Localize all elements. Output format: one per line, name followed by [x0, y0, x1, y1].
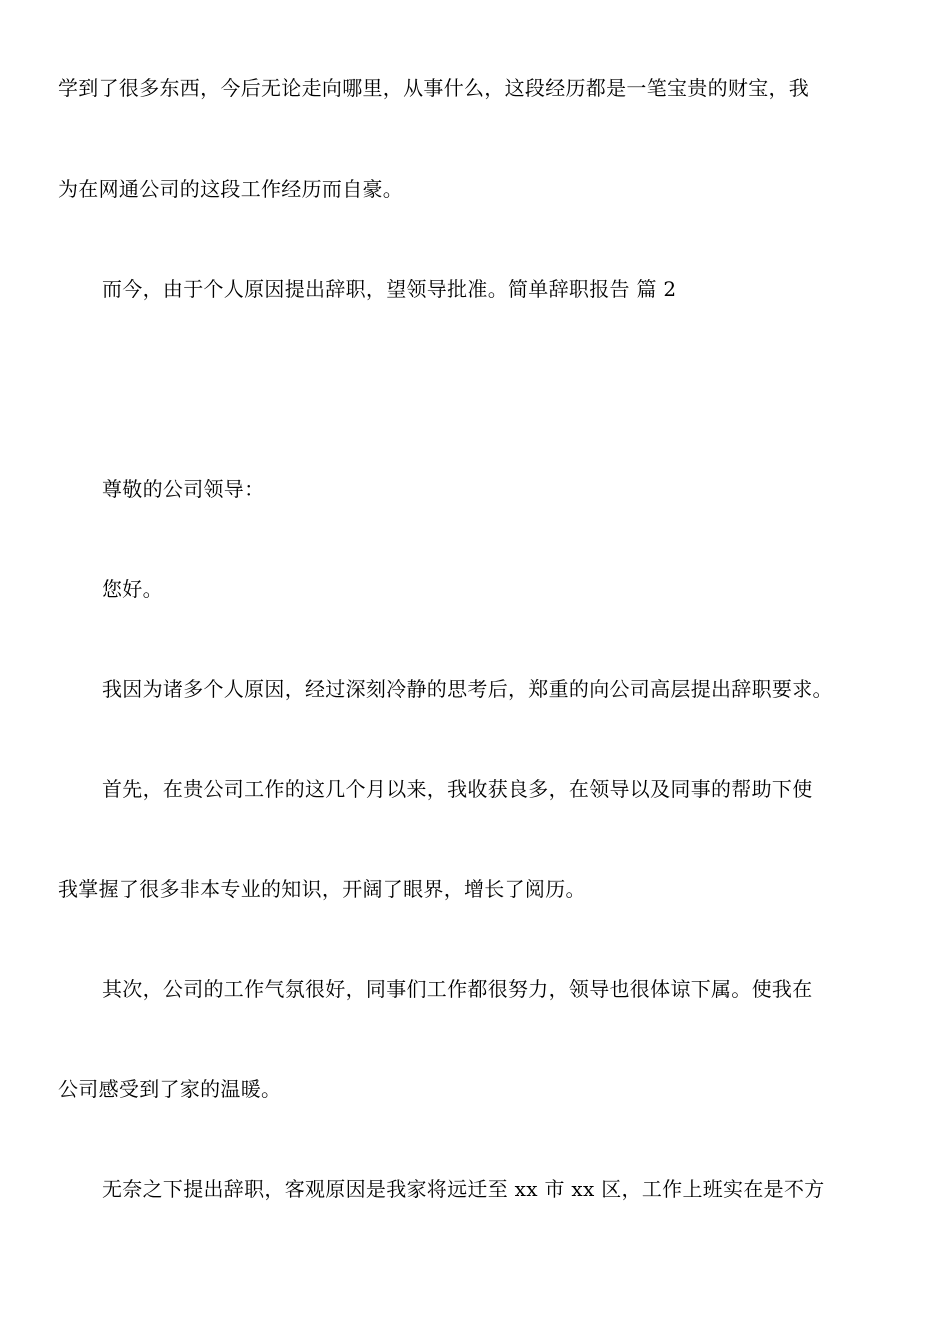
greeting: 您好。 — [102, 577, 163, 601]
paragraph-second-line-1: 其次，公司的工作气氛很好，同事们工作都很努力，领导也很体谅下属。使我在 — [102, 977, 813, 1001]
paragraph-first-line-1: 首先，在贵公司工作的这几个月以来，我收获良多，在领导以及同事的帮助下使 — [102, 777, 813, 801]
salutation: 尊敬的公司领导： — [102, 477, 265, 501]
paragraph-first-line-2: 我掌握了很多非本专业的知识，开阔了眼界，增长了阅历。 — [58, 877, 586, 901]
paragraph-reason-intro: 我因为诸多个人原因，经过深刻冷静的思考后，郑重的向公司高层提出辞职要求。 — [102, 677, 833, 701]
paragraph-continuation-line-2: 为在网通公司的这段工作经历而自豪。 — [58, 177, 404, 201]
paragraph-continuation-line-1: 学到了很多东西，今后无论走向哪里，从事什么，这段经历都是一笔宝贵的财宝，我 — [58, 76, 810, 100]
paragraph-third-line-1: 无奈之下提出辞职，客观原因是我家将远迁至 xx 市 xx 区，工作上班实在是不方 — [102, 1177, 825, 1201]
paragraph-second-line-2: 公司感受到了家的温暖。 — [58, 1077, 282, 1101]
paragraph-resignation-request: 而今，由于个人原因提出辞职，望领导批准。简单辞职报告 篇 2 — [102, 277, 677, 301]
